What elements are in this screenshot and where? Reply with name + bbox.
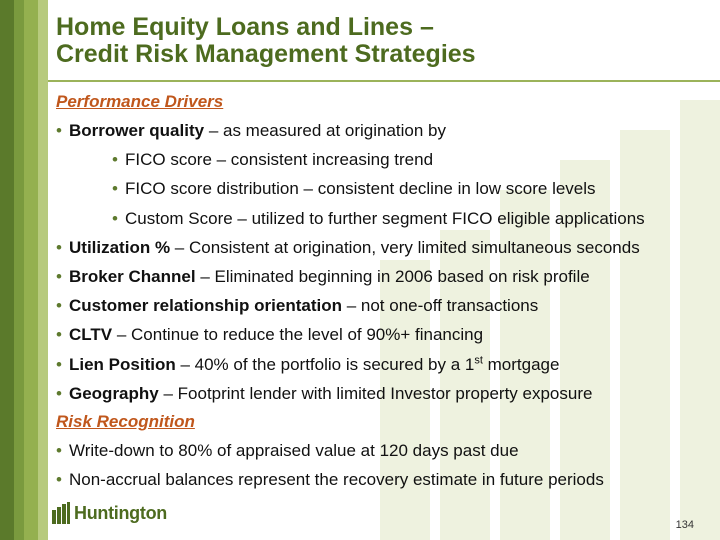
bullet-broker-channel: • Broker Channel – Eliminated beginning in 2006 based on risk profile	[56, 262, 716, 291]
bullet-borrower-quality: • Borrower quality – as measured at origination by	[56, 116, 716, 145]
bullet-icon: •	[56, 237, 62, 257]
bullet-icon: •	[56, 470, 62, 490]
logo-wordmark: Huntington	[74, 502, 167, 523]
title-line-1: Home Equity Loans and Lines –	[56, 13, 434, 41]
bullet-cltv: • CLTV – Continue to reduce the level of 90%+ financing	[56, 320, 716, 349]
sub-bullet-custom-score: • Custom Score – utilized to further segment FICO eligible applications	[56, 204, 716, 233]
slide-content	[56, 88, 716, 494]
bullet-icon: •	[56, 383, 62, 403]
bullet-geography: • Geography – Footprint lender with limited Investor property exposure	[56, 379, 716, 408]
bullet-customer-relationship: • Customer relationship orientation – not one-off transactions	[56, 291, 716, 320]
bullet-icon: •	[112, 150, 118, 170]
huntington-logo	[52, 502, 167, 524]
sub-bullet-fico-distribution: • FICO score distribution – consistent decline in low score levels	[56, 174, 716, 203]
bullet-icon: •	[56, 325, 62, 345]
bullet-icon: •	[56, 296, 62, 316]
bullet-icon: •	[56, 354, 62, 374]
bullet-non-accrual: • Non-accrual balances represent the recovery estimate in future periods	[56, 465, 716, 494]
title-line-2: Credit Risk Management Strategies	[56, 40, 476, 68]
section-heading-performance-drivers: Performance Drivers	[56, 92, 224, 111]
bullet-icon: •	[112, 208, 118, 228]
title-divider	[48, 80, 720, 82]
sub-bullet-fico-trend: • FICO score – consistent increasing trend	[56, 145, 716, 174]
bullet-lien-position: • Lien Position – 40% of the portfolio is secured by a 1st mortgage	[56, 350, 716, 379]
bullet-icon: •	[112, 179, 118, 199]
slide-title	[56, 14, 706, 68]
page-number: 134	[675, 519, 694, 531]
bullet-icon: •	[56, 266, 62, 286]
huntington-logo-icon	[52, 502, 70, 524]
section-heading-risk-recognition: Risk Recognition	[56, 411, 195, 431]
left-decorative-band	[0, 0, 48, 540]
bullet-icon: •	[56, 121, 62, 140]
bullet-icon: •	[56, 440, 62, 460]
bullet-utilization: • Utilization % – Consistent at origination, very limited simultaneous seconds	[56, 233, 716, 262]
bullet-write-down: • Write-down to 80% of appraised value at 120 days past due	[56, 436, 716, 465]
